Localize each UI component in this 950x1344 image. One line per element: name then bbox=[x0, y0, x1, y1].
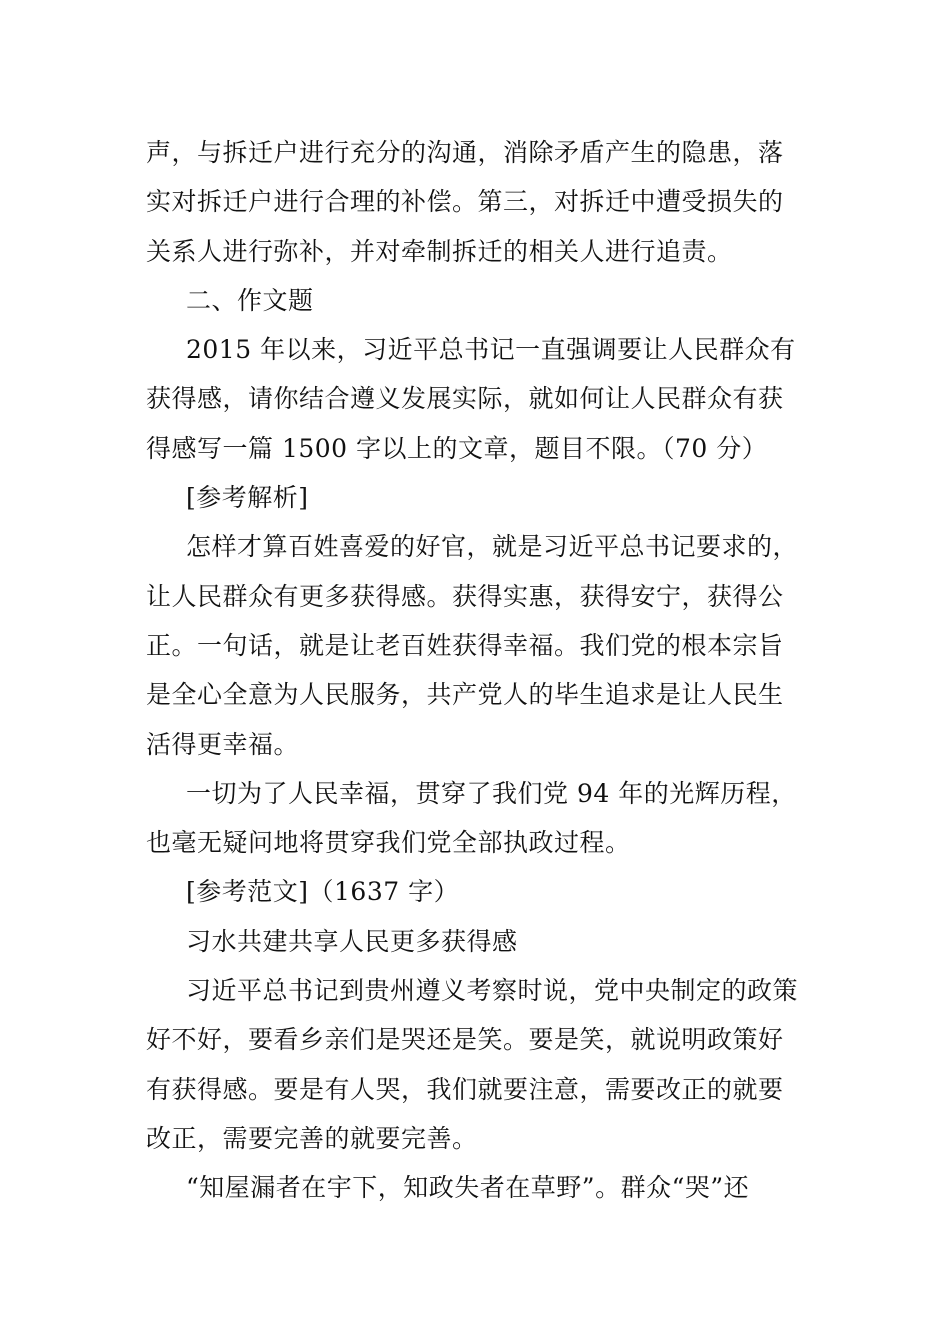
section-heading: 二、作文题 bbox=[186, 285, 314, 315]
paragraph-line: 实对拆迁户进行合理的补偿。第三，对拆迁中遭受损失的 bbox=[146, 187, 784, 217]
paragraph-line: 正。一句话，就是让老百姓获得幸福。我们党的根本宗旨 bbox=[146, 630, 784, 660]
paragraph-line: 是全心全意为人民服务，共产党人的毕生追求是让人民生 bbox=[146, 680, 784, 710]
paragraph-line: 关系人进行弥补，并对牵制拆迁的相关人进行追责。 bbox=[146, 236, 733, 266]
paragraph-line: 习近平总书记到贵州遵义考察时说，党中央制定的政策 bbox=[186, 976, 799, 1006]
paragraph-line: 改正，需要完善的就要完善。 bbox=[146, 1123, 478, 1153]
subheading: [参考范文]（1637 字） bbox=[186, 877, 460, 907]
document-page bbox=[146, 128, 810, 1213]
essay-title: 习水共建共享人民更多获得感 bbox=[186, 926, 518, 956]
subheading: [参考解析] bbox=[186, 483, 309, 513]
paragraph-line: 也毫无疑问地将贯穿我们党全部执政过程。 bbox=[146, 828, 631, 858]
paragraph-line: “知屋漏者在宇下，知政失者在草野”。群众“哭”还 bbox=[186, 1173, 750, 1203]
paragraph-line: 怎样才算百姓喜爱的好官，就是习近平总书记要求的， bbox=[186, 532, 799, 562]
paragraph-line: 2015 年以来，习近平总书记一直强调要让人民群众有 bbox=[186, 335, 796, 365]
paragraph-line: 活得更幸福。 bbox=[146, 729, 300, 759]
paragraph-line: 声，与拆迁户进行充分的沟通，消除矛盾产生的隐患，落 bbox=[146, 138, 784, 167]
paragraph-line: 一切为了人民幸福，贯穿了我们党 94 年的光辉历程， bbox=[186, 778, 797, 808]
paragraph-line: 得感写一篇 1500 字以上的文章，题目不限。（70 分） bbox=[146, 433, 768, 463]
paragraph-line: 好不好，要看乡亲们是哭还是笑。要是笑，就说明政策好 bbox=[146, 1025, 784, 1055]
paragraph-line: 有获得感。要是有人哭，我们就要注意，需要改正的就要 bbox=[146, 1074, 784, 1104]
paragraph-line: 获得感，请你结合遵义发展实际，就如何让人民群众有获 bbox=[146, 384, 784, 414]
paragraph-line: 让人民群众有更多获得感。获得实惠，获得安宁，获得公 bbox=[146, 581, 784, 611]
